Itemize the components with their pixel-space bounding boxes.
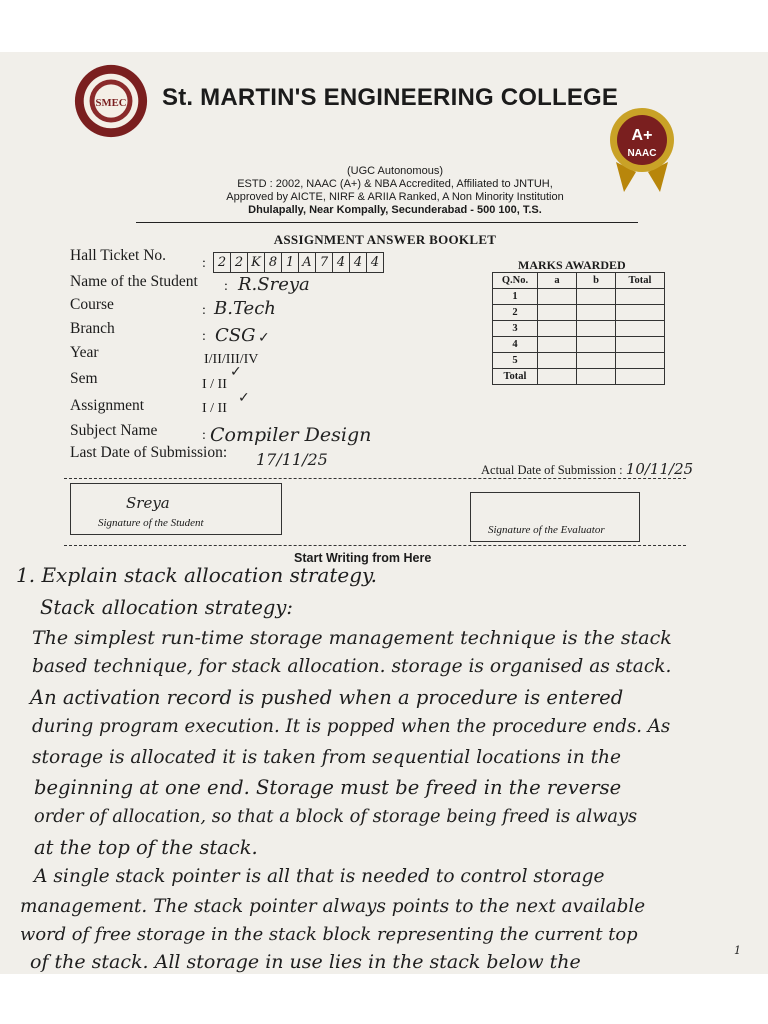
course-value: B.Tech [214,298,276,319]
marks-cell [538,321,577,337]
college-accreditation: ESTD : 2002, NAAC (A+) & NBA Accredited, Affiliated to JNTUH, [237,178,553,190]
marks-row [493,289,665,305]
logo-monogram: SMEC [95,96,127,109]
assignment-options: I / II [202,401,227,416]
booklet-title: ASSIGNMENT ANSWER BOOKLET [273,232,497,247]
college-autonomous: (UGC Autonomous) [347,165,443,177]
student-name-label: Name of the Student [70,273,198,290]
student-name-colon: : [224,279,228,294]
marks-title: MARKS AWARDED [518,258,626,272]
college-name: St. MARTIN'S ENGINEERING COLLEGE [162,84,619,111]
divider [64,478,686,479]
hall-ticket-char: 4 [366,252,384,273]
bottom-margin [0,974,768,1024]
hall-ticket-char: 4 [349,252,367,273]
marks-cell [577,289,616,305]
sem-options: I / II [202,377,227,392]
marks-qno: 4 [493,337,538,353]
answer-line: based technique, for stack allocation. storage is organised as stack. [32,656,672,677]
course-label: Course [70,296,114,313]
question-line: 1. Explain stack allocation strategy. [16,563,378,587]
marks-header: a [538,273,577,289]
answer-line: during program execution. It is popped when the procedure ends. As [32,716,671,737]
marks-cell [538,353,577,369]
hall-ticket-char: 4 [332,252,350,273]
evaluator-signature-caption: Signature of the Evaluator [488,524,605,536]
marks-cell [616,369,665,385]
actual-date-value: 10/11/25 [625,460,694,478]
marks-cell [538,337,577,353]
marks-cell [616,337,665,353]
hall-ticket-label: Hall Ticket No. [70,247,167,264]
marks-cell [538,305,577,321]
answer-line: storage is allocated it is taken from sequential locations in the [32,747,622,768]
course-colon: : [202,303,206,318]
marks-header-row [493,273,665,289]
marks-cell [577,337,616,353]
marks-cell [538,369,577,385]
answer-line: order of allocation, so that a block of storage being freed is always [34,806,638,827]
actual-date-text: Actual Date of Submission : [481,463,623,477]
college-address: Dhulapally, Near Kompally, Secunderabad - 500 100, T.S. [248,204,542,216]
branch-colon: : [202,329,206,344]
hall-ticket-colon: : [202,256,206,271]
marks-cell [616,289,665,305]
actual-date-label [481,460,693,478]
hall-ticket-char: 1 [281,252,299,273]
marks-cell [616,305,665,321]
college-approval: Approved by AICTE, NIRF & ARIIA Ranked, A Non Minority Institution [226,191,564,203]
student-name-value: R.Sreya [238,274,310,295]
answer-line: at the top of the stack. [34,836,258,859]
subject-colon: : [202,428,206,443]
hall-ticket-char: 2 [213,252,231,273]
marks-cell [577,305,616,321]
answer-line: word of free storage in the stack block representing the current top [20,924,638,945]
marks-cell [577,353,616,369]
answer-line: beginning at one end. Storage must be freed in the reverse [34,776,622,799]
answer-line: Stack allocation strategy: [40,596,293,619]
page-number: 1 [734,944,741,957]
year-label: Year [70,344,99,361]
marks-header: b [577,273,616,289]
answer-line: management. The stack pointer always points to the next available [20,896,646,917]
college-logo-icon [72,62,150,140]
marks-cell [616,353,665,369]
marks-cell [577,369,616,385]
assignment-label: Assignment [70,397,145,414]
checkmark-icon: ✓ [230,364,242,380]
marks-table [492,272,665,385]
student-signature: Sreya [126,494,170,512]
marks-total-row [493,369,665,385]
marks-qno: 2 [493,305,538,321]
subject-value: Compiler Design [210,424,372,446]
branch-value: CSG [215,325,256,346]
hall-ticket-char: 8 [264,252,282,273]
hall-ticket-char: 2 [230,252,248,273]
year-options: I/II/III/IV [204,352,259,367]
marks-row [493,353,665,369]
badge-text: NAAC [627,148,657,159]
subject-label: Subject Name [70,422,158,439]
marks-cell [538,289,577,305]
student-signature-caption: Signature of the Student [98,517,204,529]
marks-header: Q.No. [493,273,538,289]
hall-ticket-char: 7 [315,252,333,273]
marks-row [493,321,665,337]
marks-row [493,305,665,321]
answer-line: of the stack. All storage in use lies in the stack below the [30,951,581,973]
marks-qno: 3 [493,321,538,337]
top-margin [0,0,768,52]
answer-line: The simplest run-time storage management technique is the stack [32,627,672,649]
answer-line: An activation record is pushed when a procedure is entered [30,686,624,709]
marks-total-label: Total [493,369,538,385]
checkmark-icon: ✓ [238,390,250,406]
start-writing-label: Start Writing from Here [294,551,432,565]
marks-cell [616,321,665,337]
divider [64,545,686,546]
marks-header: Total [616,273,665,289]
last-date-label: Last Date of Submission: [70,444,228,461]
marks-qno: 1 [493,289,538,305]
hall-ticket-char: A [298,252,316,273]
sem-label: Sem [70,370,98,387]
branch-label: Branch [70,320,115,337]
header-rule [136,222,638,223]
checkmark-icon: ✓ [258,330,270,346]
hall-ticket-boxes [214,252,384,273]
marks-row [493,337,665,353]
hall-ticket-char: K [247,252,265,273]
answer-line: A single stack pointer is all that is needed to control storage [34,866,605,887]
marks-cell [577,321,616,337]
last-date-value: 17/11/25 [256,450,328,469]
badge-grade: A+ [631,127,653,144]
marks-qno: 5 [493,353,538,369]
